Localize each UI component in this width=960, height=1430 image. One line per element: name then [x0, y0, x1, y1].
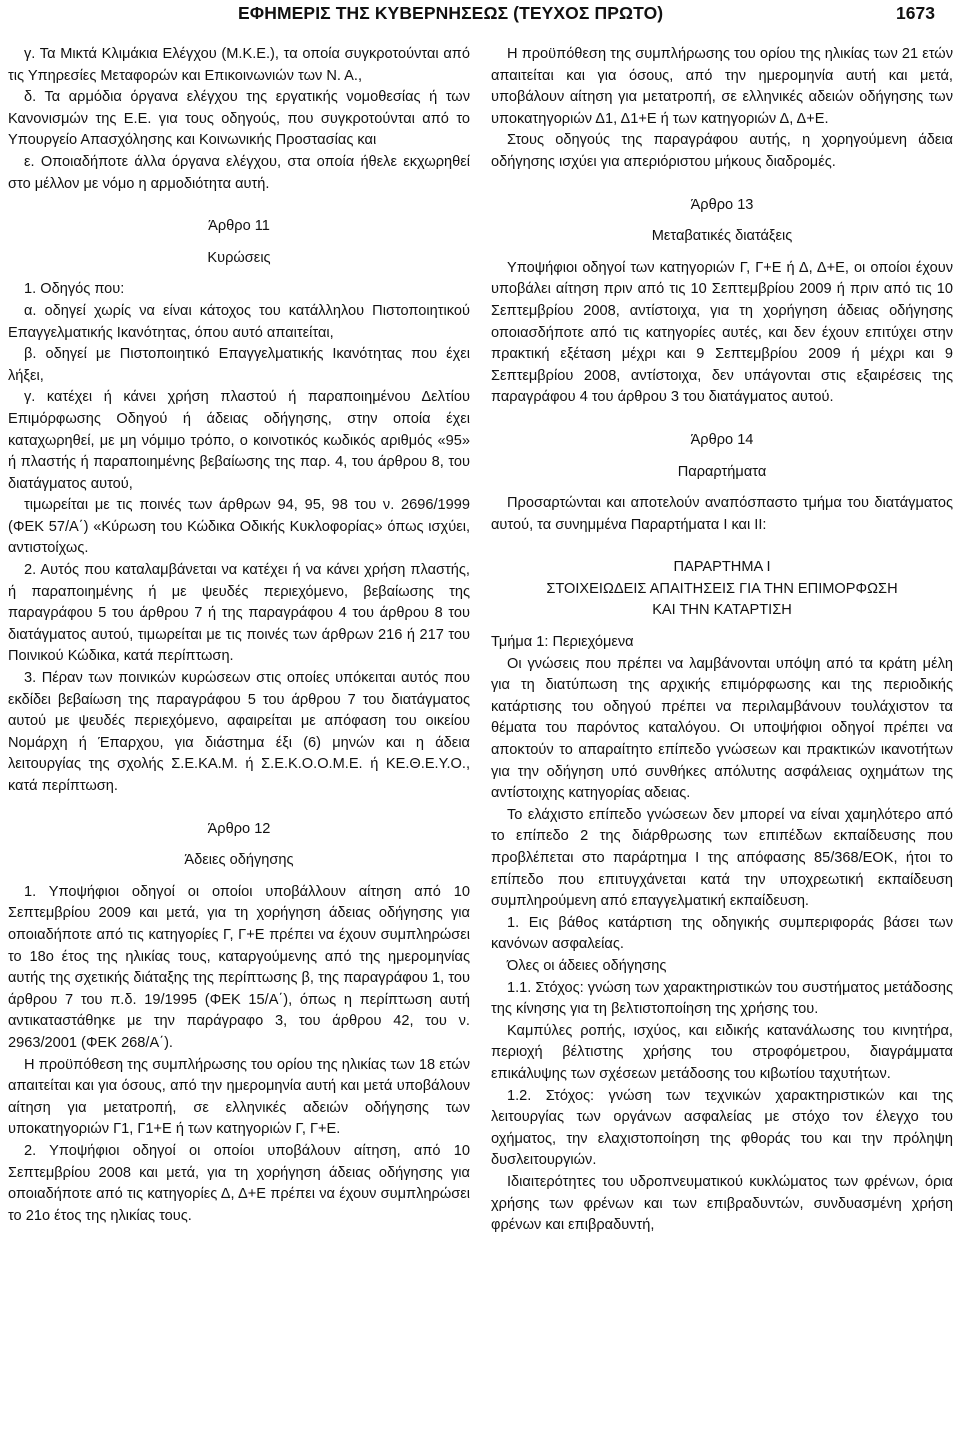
paragraph: 1. Εις βάθος κατάρτιση της οδηγικής συμπεριφοράς βάσει των κανόνων ασφαλείας.	[491, 914, 953, 953]
paragraph: Η προϋπόθεση της συμπλήρωσης του ορίου της ηλικίας των 18 ετών απαιτείται και για όσους, από την ημερομηνία αυτή και μετά υποβάλουν αίτηση για μετατροπή, σε ελληνικές αδειών οδήγησης των υποκατηγοριών Γ1, Γ1+Ε ή των κατηγοριών Γ, Γ+Ε.	[8, 1056, 470, 1138]
paragraph: ε. Οποιαδήποτε άλλα όργανα ελέγχου, στα οποία ήθελε εκχωρηθεί στο μέλλον με νόμο η αρμοδιότητα αυτή.	[8, 153, 470, 192]
paragraph: 3. Πέραν των ποινικών κυρώσεων στις οποίες υπόκειται αυτός που εκδίδει βεβαίωση της παραγράφου 5 του άρθρου 7 του διατάγματος αυτού με ψευδές περιεχόμενο, αφαιρείται με απόφαση του οικείου Νομάρχη ή Έπαρχου, για διάστημα έξι (6) μηνών και η άδεια λειτουργίας της σχολής Σ.Ε.ΚΑ.Μ. ή Σ.Ε.Κ.Ο.Ο.Μ.Ε. ή ΚΕ.Θ.Ε.Υ.Ο., κατά περίπτωση.	[8, 670, 470, 794]
paragraph: τιμωρείται με τις ποινές των άρθρων 94, 95, 98 του ν. 2696/1999 (ΦΕΚ 57/Α΄) «Κύρωση του Κώδικα Οδικής Κυκλοφορίας» όπως ισχύει, αντιστοίχως.	[8, 497, 470, 557]
article-11-number: Άρθρο 11	[208, 218, 270, 235]
paragraph: 1.2. Στόχος: γνώση των τεχνικών χαρακτηριστικών και της λειτουργίας των οργάνων ασφαλείας με στόχο τον έλεγχο του οχήματος, την ελαχιστοποίηση της φθοράς του και την πρόληψη δυσλειτουργιών.	[491, 1087, 953, 1169]
right-column	[491, 44, 953, 1237]
paragraph: 2. Αυτός που καταλαμβάνεται να κατέχει ή να κάνει χρήση πλαστής, ή παραποιημένης ή με ψευδές περιεχόμενο, βεβαίωσης της παραγράφου 5 του άρθρου 7 ή της παραγράφου 4 του άρθρου 8 του διατάγματος αυτού, τιμωρείται με τις ποινές των άρθρων 216 ή 217 του Ποινικού Κώδικα, κατά περίπτωση.	[8, 562, 470, 665]
paragraph: Η προϋπόθεση της συμπλήρωσης του ορίου της ηλικίας των 21 ετών απαιτείται και για όσους, από την ημερομηνία αυτή και μετά, υποβάλουν αίτηση για μετατροπή, σε ελληνικές αδειών οδήγησης των υποκατηγοριών Δ1, Δ1+Ε ή των κατηγοριών Δ, Δ+Ε.	[491, 46, 953, 127]
paragraph: α. οδηγεί χωρίς να είναι κάτοχος του κατάλληλου Πιστοποιητικού Επαγγελματικής Ικανότητας, όπου αυτό απαιτείται,	[8, 302, 470, 341]
paragraph: β. οδηγεί με Πιστοποιητικό Επαγγελματικής Ικανότητας που έχει λήξει,	[8, 346, 470, 384]
paragraph: Προσαρτώνται και αποτελούν αναπόσπαστο τμήμα του διατάγματος αυτού, τα συνημμένα Παραρτήματα Ι και ΙΙ:	[491, 495, 953, 533]
annex-subtitle: ΚΑΙ ΤΗΝ ΚΑΤΑΡΤΙΣΗ	[652, 602, 792, 619]
paragraph: γ. κατέχει ή κάνει χρήση πλαστού ή παραποιημένου Δελτίου Επιμόρφωσης Οδηγού ή άδειας οδήγησης, στην οποία έχει καταχωρηθεί, με μη νόμιμο τρόπο, ο κοινοτικός κωδικός αριθμός «95» ή πλαστής ή παραποιημένης βεβαίωσης της παρ. 4, του άρθρου 8, του διατάγματος αυτού,	[8, 389, 470, 492]
page-number: 1673	[896, 3, 935, 23]
article-11-title: Κυρώσεις	[207, 249, 271, 266]
paragraph: Ιδιαιτερότητες του υδροπνευματικού κυκλώματος των φρένων, όρια χρήσης των φρένων και των επιβραδυντών, συνδυασμένη χρήση φρένων και επιβραδυντή,	[491, 1173, 953, 1234]
paragraph: Υποψήφιοι οδηγοί των κατηγοριών Γ, Γ+Ε ή Δ, Δ+Ε, οι οποίοι έχουν υποβάλει αίτηση πριν από τις 10 Σεπτεμβρίου 2009 ή πριν από τις 10 Σεπτεμβρίου 2008, αντίστοιχα, για τη χορήγηση άδειας οδήγησης οποιασδήποτε από τις κατηγορίες αυτές, και δεν έχουν επιτύχει στην πρακτική εξέταση μέχρι και 9 Σεπτεμβρίου 2009 ή μέχρι και 9 Σεπτεμβρίου 2008, αντίστοιχα, δεν υπάγονται στις εξαιρέσεις της παραγράφου 4 του άρθρου 3 του διατάγματος αυτού.	[491, 259, 953, 406]
article-13-number: Άρθρο 13	[690, 196, 754, 213]
paragraph: γ. Τα Μικτά Κλιμάκια Ελέγχου (Μ.Κ.Ε.), τα οποία συγκροτούνται από τις Υπηρεσίες Μεταφορών και Επικοινωνιών των Ν. Α.,	[8, 46, 470, 84]
paragraph: 1. Υποψήφιοι οδηγοί οι οποίοι υποβάλλουν αίτηση από 10 Σεπτεμβρίου 2009 και μετά, για τη χορήγηση άδειας οδήγησης για οποιαδήποτε από τις κατηγορίες Γ, Γ+Ε πρέπει να έχουν συμπληρώσει το 18ο έτος της ηλικίας τους, καταργούμενης από της ημερομηνίας αυτής της σχετικής διάταξης της περίπτωσης β, της παραγράφου 1, του άρθρου 7 του π.δ. 19/1995 (ΦΕΚ 15/Α΄), όπως η περίπτωση αυτή αντικαταστάθηκε με την παράγραφο 3, του άρθρου 42, του ν. 2963/2001 (ΦΕΚ 268/Α΄).	[8, 883, 470, 1051]
article-12-number: Άρθρο 12	[207, 820, 271, 837]
annex-title: ΠΑΡΑΡΤΗΜΑ Ι	[673, 559, 771, 576]
gazette-title: ΕΦΗΜΕΡΙΣ ΤΗΣ ΚΥΒΕΡΝΗΣΕΩΣ (ΤΕΥΧΟΣ ΠΡΩΤΟ)	[238, 3, 664, 23]
paragraph: Το ελάχιστο επίπεδο γνώσεων δεν μπορεί να είναι χαμηλότερο από το επίπεδο 2 της διάρθρωσης των επιπέδων εκπαίδευσης που προβλέπεται στο παράρτημα Ι της απόφασης 85/368/ΕΟΚ, ήτοι το επίπεδο που επιτυγχάνεται κατά την υποχρεωτική εκπαίδευση συμπληρούμενη από επαγγελματική εκπαίδευση.	[491, 806, 953, 910]
paragraph: δ. Τα αρμόδια όργανα ελέγχου της εργατικής νομοθεσίας ή των Κανονισμών της Ε.Ε. για τους οδηγούς, που συγκροτούνται από το Υπουργείο Απασχόλησης και Κοινωνικής Προστασίας και	[8, 89, 470, 149]
paragraph: 1.1. Στόχος: γνώση των χαρακτηριστικών του συστήματος μετάδοσης της κίνησης για τη βελτιστοποίηση της χρήσης του.	[491, 979, 953, 1018]
article-14-title: Παραρτήματα	[677, 463, 767, 480]
paragraph: 1. Οδηγός που:	[24, 281, 125, 298]
paragraph: 2. Υποψήφιοι οδηγοί οι οποίοι υποβάλουν αίτηση, από 10 Σεπτεμβρίου 2008 και μετά, για τη χορήγηση άδειας οδήγησης για οποιαδήποτε από τις κατηγορίες Δ, Δ+Ε πρέπει να έχουν συμπληρώσει το 21ο έτος της ηλικίας τους.	[8, 1142, 470, 1224]
article-14-number: Άρθρο 14	[690, 431, 754, 448]
page-header	[0, 0, 960, 34]
paragraph: Στους οδηγούς της παραγράφου αυτής, η χορηγούμενη άδεια οδήγησης ισχύει για απεριόριστου μήκους διαδρομές.	[491, 132, 953, 170]
paragraph: Καμπύλες ροπής, ισχύος, και ειδικής κατανάλωσης του κινητήρα, περιοχή βέλτιστης χρήσης του στροφόμετρου, διαγράμματα επικάλυψης των σχέσεων μετάδοσης του κιβωτίου ταχυτήτων.	[491, 1022, 953, 1082]
article-13-title: Μεταβατικές διατάξεις	[651, 228, 793, 245]
annex-subtitle: ΣΤΟΙΧΕΙΩΔΕΙΣ ΑΠΑΙΤΗΣΕΙΣ ΓΙΑ ΤΗΝ ΕΠΙΜΟΡΦΩΣΗ	[546, 580, 898, 597]
section-heading: Τμήμα 1: Περιεχόμενα	[491, 634, 634, 651]
left-column	[8, 44, 470, 1227]
paragraph: Οι γνώσεις που πρέπει να λαμβάνονται υπόψη από τα κράτη μέλη για τη διατύπωση της αρχικής επιμόρφωσης και της περιοδικής κατάρτισης του οδηγού πρέπει να περιλαμβάνουν τουλάχιστον τα θέματα του παρόντος καταλόγου. Οι υποψήφιοι οδηγοί πρέπει να αποκτούν το απαραίτητο επίπεδο γνώσεων και πρακτικών ικανοτήτων για την οδήγηση υπό συνθήκες απόλυτης ασφάλειας οχημάτων της αντίστοιχης κατηγορίας αδειας.	[491, 655, 953, 802]
paragraph: Όλες οι άδειες οδήγησης	[507, 957, 667, 974]
article-12-title: Άδειες οδήγησης	[184, 852, 294, 869]
